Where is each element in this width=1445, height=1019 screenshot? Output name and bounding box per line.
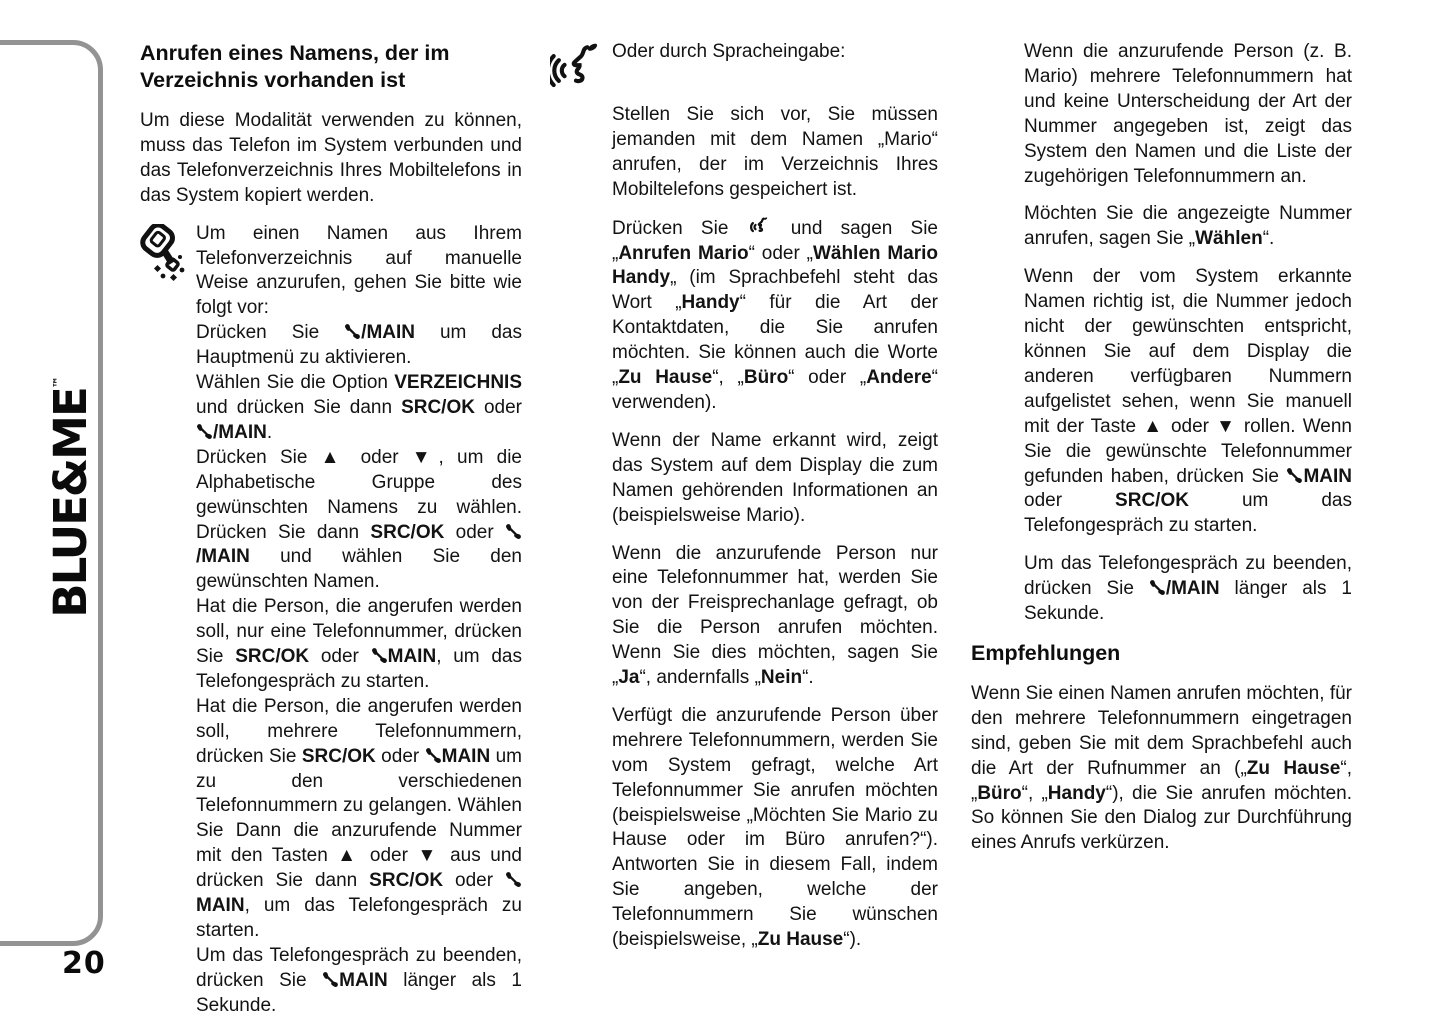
handset-icon [344,323,361,340]
handset-icon [371,647,388,664]
section-title: Anrufen eines Namens, der im Verzeichnis vorhanden ist [140,41,450,92]
paragraph: Stellen Sie sich vor, Sie müssen jemanden mit dem Namen „Mario“ anrufen, der im Verzeichnis Ihres Mobiltelefons gespeichert ist. [612,104,938,200]
voice-lead-text: Oder durch Spracheingabe: [612,41,846,62]
paragraph: Wenn die anzurufende Person nur eine Telefonnummer hat, werden Sie von der Freisprechanlage gefragt, ob Sie die Person anrufen möchten. Wenn Sie dies möchten, sagen Sie „Ja“, andernfalls „Nein“. [612,542,938,689]
procedure-step: Um einen Namen aus Ihrem Telefonverzeichnis auf manuelle Weise anzurufen, gehen Sie bitte wie folgt vor: [196,222,522,319]
paragraph: Wenn der vom System erkannte Namen richtig ist, die Nummer jedoch nicht der gewünschten entspricht, können Sie auf dem Display die anderen verfügbaren Nummern aufgelistet sehen, wenn Sie manuell mit der Taste ▲ oder ▼ rollen. Wenn Sie die gewünschte Telefonnummer gefunden haben, drücken Sie MAIN oder SRC/OK um das Telefongespräch zu starten. [1024,266,1352,537]
voice-procedure-block [556,40,938,90]
blue-and-me-logo [29,362,97,632]
paragraph: Möchten Sie die angezeigte Nummer anrufen, sagen Sie „Wählen“. [1024,203,1352,250]
voice-paragraphs [612,103,938,953]
intro-paragraph: Um diese Modalität verwenden zu können, muss das Telefon im System verbunden und das Telefonverzeichnis Ihres Mobiltelefons in das System kopiert werden. [140,110,522,206]
handset-icon [196,423,213,440]
brand-text: BLUE&ME [44,388,97,618]
handset-icon [425,747,442,764]
procedure-step: Drücken Sie /MAIN um das Hauptmenü zu aktivieren. [196,322,522,369]
column-3 [971,40,1352,869]
handset-icon [322,971,339,988]
trademark-symbol: ™ [51,376,65,389]
voice-small-icon [748,216,772,237]
column-2 [556,40,938,966]
handset-icon [505,523,522,540]
procedure-step: Wählen Sie die Option VERZEICHNIS und drücken Sie dann SRC/OK oder /MAIN. [196,372,523,443]
paragraph: Verfügt die anzurufende Person über mehrere Telefonnummern, werden Sie vom System gefragt, welche Art Telefonnummer Sie anrufen möchten (beispielsweise „Möchten Sie Mario zu Hause oder im Büro anrufen?“). Antworten Sie in diesem Fall, indem Sie angeben, welche der Telefonnummern Sie wünschen (beispielsweise, „Zu Hause“). [612,704,938,951]
manual-dial-icon [138,224,190,282]
procedure-step: Um das Telefongespräch zu beenden, drücken Sie MAIN länger als 1 Sekunde. [196,944,522,1016]
paragraph: Drücken Sie und sagen Sie „Anrufen Mario“ oder „Wählen Mario Handy„ (im Sprachbefehl steht das Wort „Handy“ für die Art der Kontaktdaten, die Sie anrufen möchten. Sie können auch die Worte „Zu Hause“, „Büro“ oder „Andere“ verwenden). [612,217,938,413]
handset-icon [505,871,522,888]
procedure-step: Hat die Person, die angerufen werden soll, nur eine Telefonnummer, drücken Sie SRC/OK oder MAIN, um das Telefongespräch zu starten. [196,596,522,692]
column-1 [140,40,522,1019]
recommendations-title: Empfehlungen [971,640,1121,665]
manual-procedure-block [140,222,522,1019]
page-number: 20 [62,946,106,981]
procedure-step: Drücken Sie ▲ oder ▼, um die Alphabetische Gruppe des gewünschten Namens zu wählen. Drücken Sie dann SRC/OK oder /MAIN und wählen Sie den gewünschten Namen. [196,446,522,593]
voice-icon [550,40,604,98]
continued-paragraphs [1024,40,1352,627]
paragraph: Wenn die anzurufende Person (z. B. Mario) mehrere Telefonnummern hat und keine Unterscheidung der Art der Nummer angegeben ist, zeigt das System den Namen und die Liste der zugehörigen Telefonnummern an. [1024,41,1352,187]
paragraph: Wenn der Name erkannt wird, zeigt das System auf dem Display die zum Namen gehörenden Informationen an (beispielsweise Mario). [612,429,938,526]
handset-icon [1286,467,1303,484]
paragraph: Um das Telefongespräch zu beenden, drücken Sie /MAIN länger als 1 Sekunde. [1024,553,1352,625]
procedure-step: Hat die Person, die angerufen werden soll, mehrere Telefonnummern, drücken Sie SRC/OK oder MAIN um zu den verschiedenen Telefonnummern zu gelangen. Wählen Sie Dann die anzurufende Nummer mit den Tasten ▲ oder ▼ aus und drücken Sie dann SRC/OK oder MAIN, um das Telefongespräch zu starten. [196,695,522,941]
handset-icon [1149,579,1166,596]
recommendation-paragraph: Wenn Sie einen Namen anrufen möchten, für den mehrere Telefonnummern eingetragen sind, geben Sie mit dem Sprachbefehl auch die Art der Rufnummer an („Zu Hause“, „Büro“, „Handy“), die Sie anrufen möchten. So können Sie den Dialog zur Durchführung eines Anrufs verkürzen. [971,682,1352,854]
